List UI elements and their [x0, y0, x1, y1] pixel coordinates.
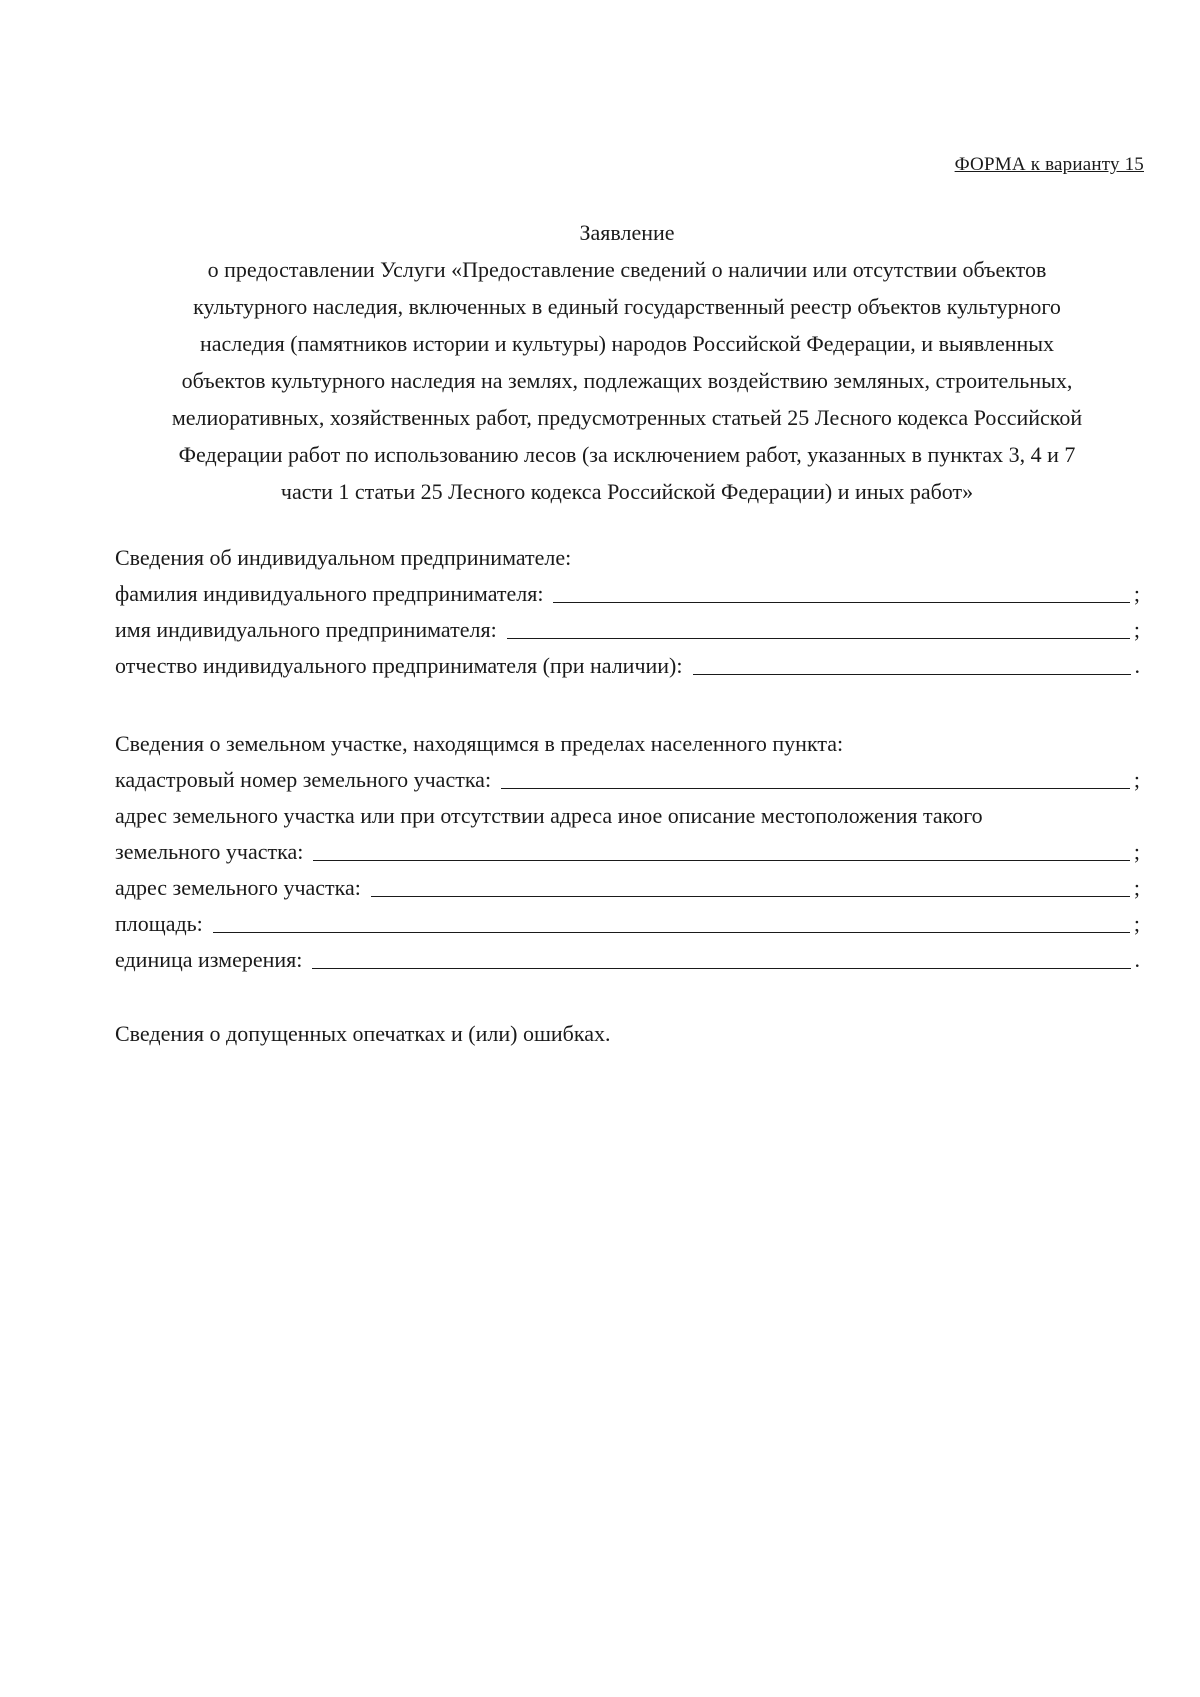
area-label: площадь:	[115, 911, 203, 936]
name-field-row	[115, 612, 1140, 648]
statement-title-line: объектов культурного наследия на землях, подлежащих воздействию земляных, строительных,	[181, 368, 1073, 393]
entrepreneur-section	[115, 540, 1140, 684]
address-description-punct: ;	[1133, 839, 1140, 864]
surname-field-row	[115, 576, 1140, 612]
area-field-row	[115, 906, 1140, 942]
statement-title-line: мелиоративных, хозяйственных работ, предусмотренных статьей 25 Лесного кодекса Российской	[171, 405, 1083, 430]
address-punct: ;	[1133, 875, 1140, 900]
area-punct: ;	[1133, 911, 1140, 936]
cadastral-label: кадастровый номер земельного участка:	[115, 767, 492, 792]
unit-blank[interactable]	[312, 967, 1130, 969]
land-section	[115, 726, 1140, 978]
cadastral-punct: ;	[1133, 767, 1140, 792]
address-description-label: земельного участка:	[115, 839, 304, 864]
address-description-field-row	[115, 834, 1140, 870]
patronymic-blank[interactable]	[693, 673, 1131, 675]
name-punct: ;	[1133, 617, 1140, 642]
cadastral-blank[interactable]	[501, 787, 1130, 789]
address-label: адрес земельного участка:	[115, 875, 361, 900]
errors-section	[115, 1016, 1140, 1052]
statement-title	[112, 214, 1142, 510]
unit-label: единица измерения:	[115, 947, 303, 972]
name-label: имя индивидуального предпринимателя:	[115, 617, 497, 642]
patronymic-label: отчество индивидуального предпринимателя (при наличии):	[115, 653, 683, 678]
address-description-label-line: адрес земельного участка или при отсутствии адреса иное описание местоположения такого	[115, 803, 983, 828]
surname-punct: ;	[1133, 581, 1140, 606]
entrepreneur-heading: Сведения об индивидуальном предпринимателе:	[115, 545, 572, 570]
statement-title-line: культурного наследия, включенных в единый государственный реестр объектов культурного	[193, 294, 1061, 319]
unit-punct: .	[1134, 947, 1140, 972]
statement-title-line: Федерации работ по использованию лесов (за исключением работ, указанных в пунктах 3, 4 и 7	[178, 442, 1076, 467]
statement-title-line: наследия (памятников истории и культуры) народов Российской Федерации, и выявленных	[199, 331, 1055, 356]
address-field-row	[115, 870, 1140, 906]
statement-title-line: части 1 статьи 25 Лесного кодекса Российской Федерации) и иных работ»	[280, 479, 974, 504]
address-description-blank[interactable]	[313, 859, 1130, 861]
surname-label: фамилия индивидуального предпринимателя:	[115, 581, 544, 606]
area-blank[interactable]	[213, 931, 1130, 933]
statement-title-line: о предоставлении Услуги «Предоставление сведений о наличии или отсутствии объектов	[207, 257, 1047, 282]
statement-heading: Заявление	[579, 220, 675, 245]
land-heading: Сведения о земельном участке, находящимся в пределах населенного пункта:	[115, 731, 844, 756]
form-variant-label: ФОРМА к варианту 15	[954, 154, 1144, 175]
address-blank[interactable]	[371, 895, 1130, 897]
surname-blank[interactable]	[553, 601, 1129, 603]
cadastral-field-row	[115, 762, 1140, 798]
patronymic-field-row	[115, 648, 1140, 684]
unit-field-row	[115, 942, 1140, 978]
errors-heading: Сведения о допущенных опечатках и (или) ошибках.	[115, 1021, 611, 1046]
patronymic-punct: .	[1134, 653, 1140, 678]
name-blank[interactable]	[507, 637, 1130, 639]
